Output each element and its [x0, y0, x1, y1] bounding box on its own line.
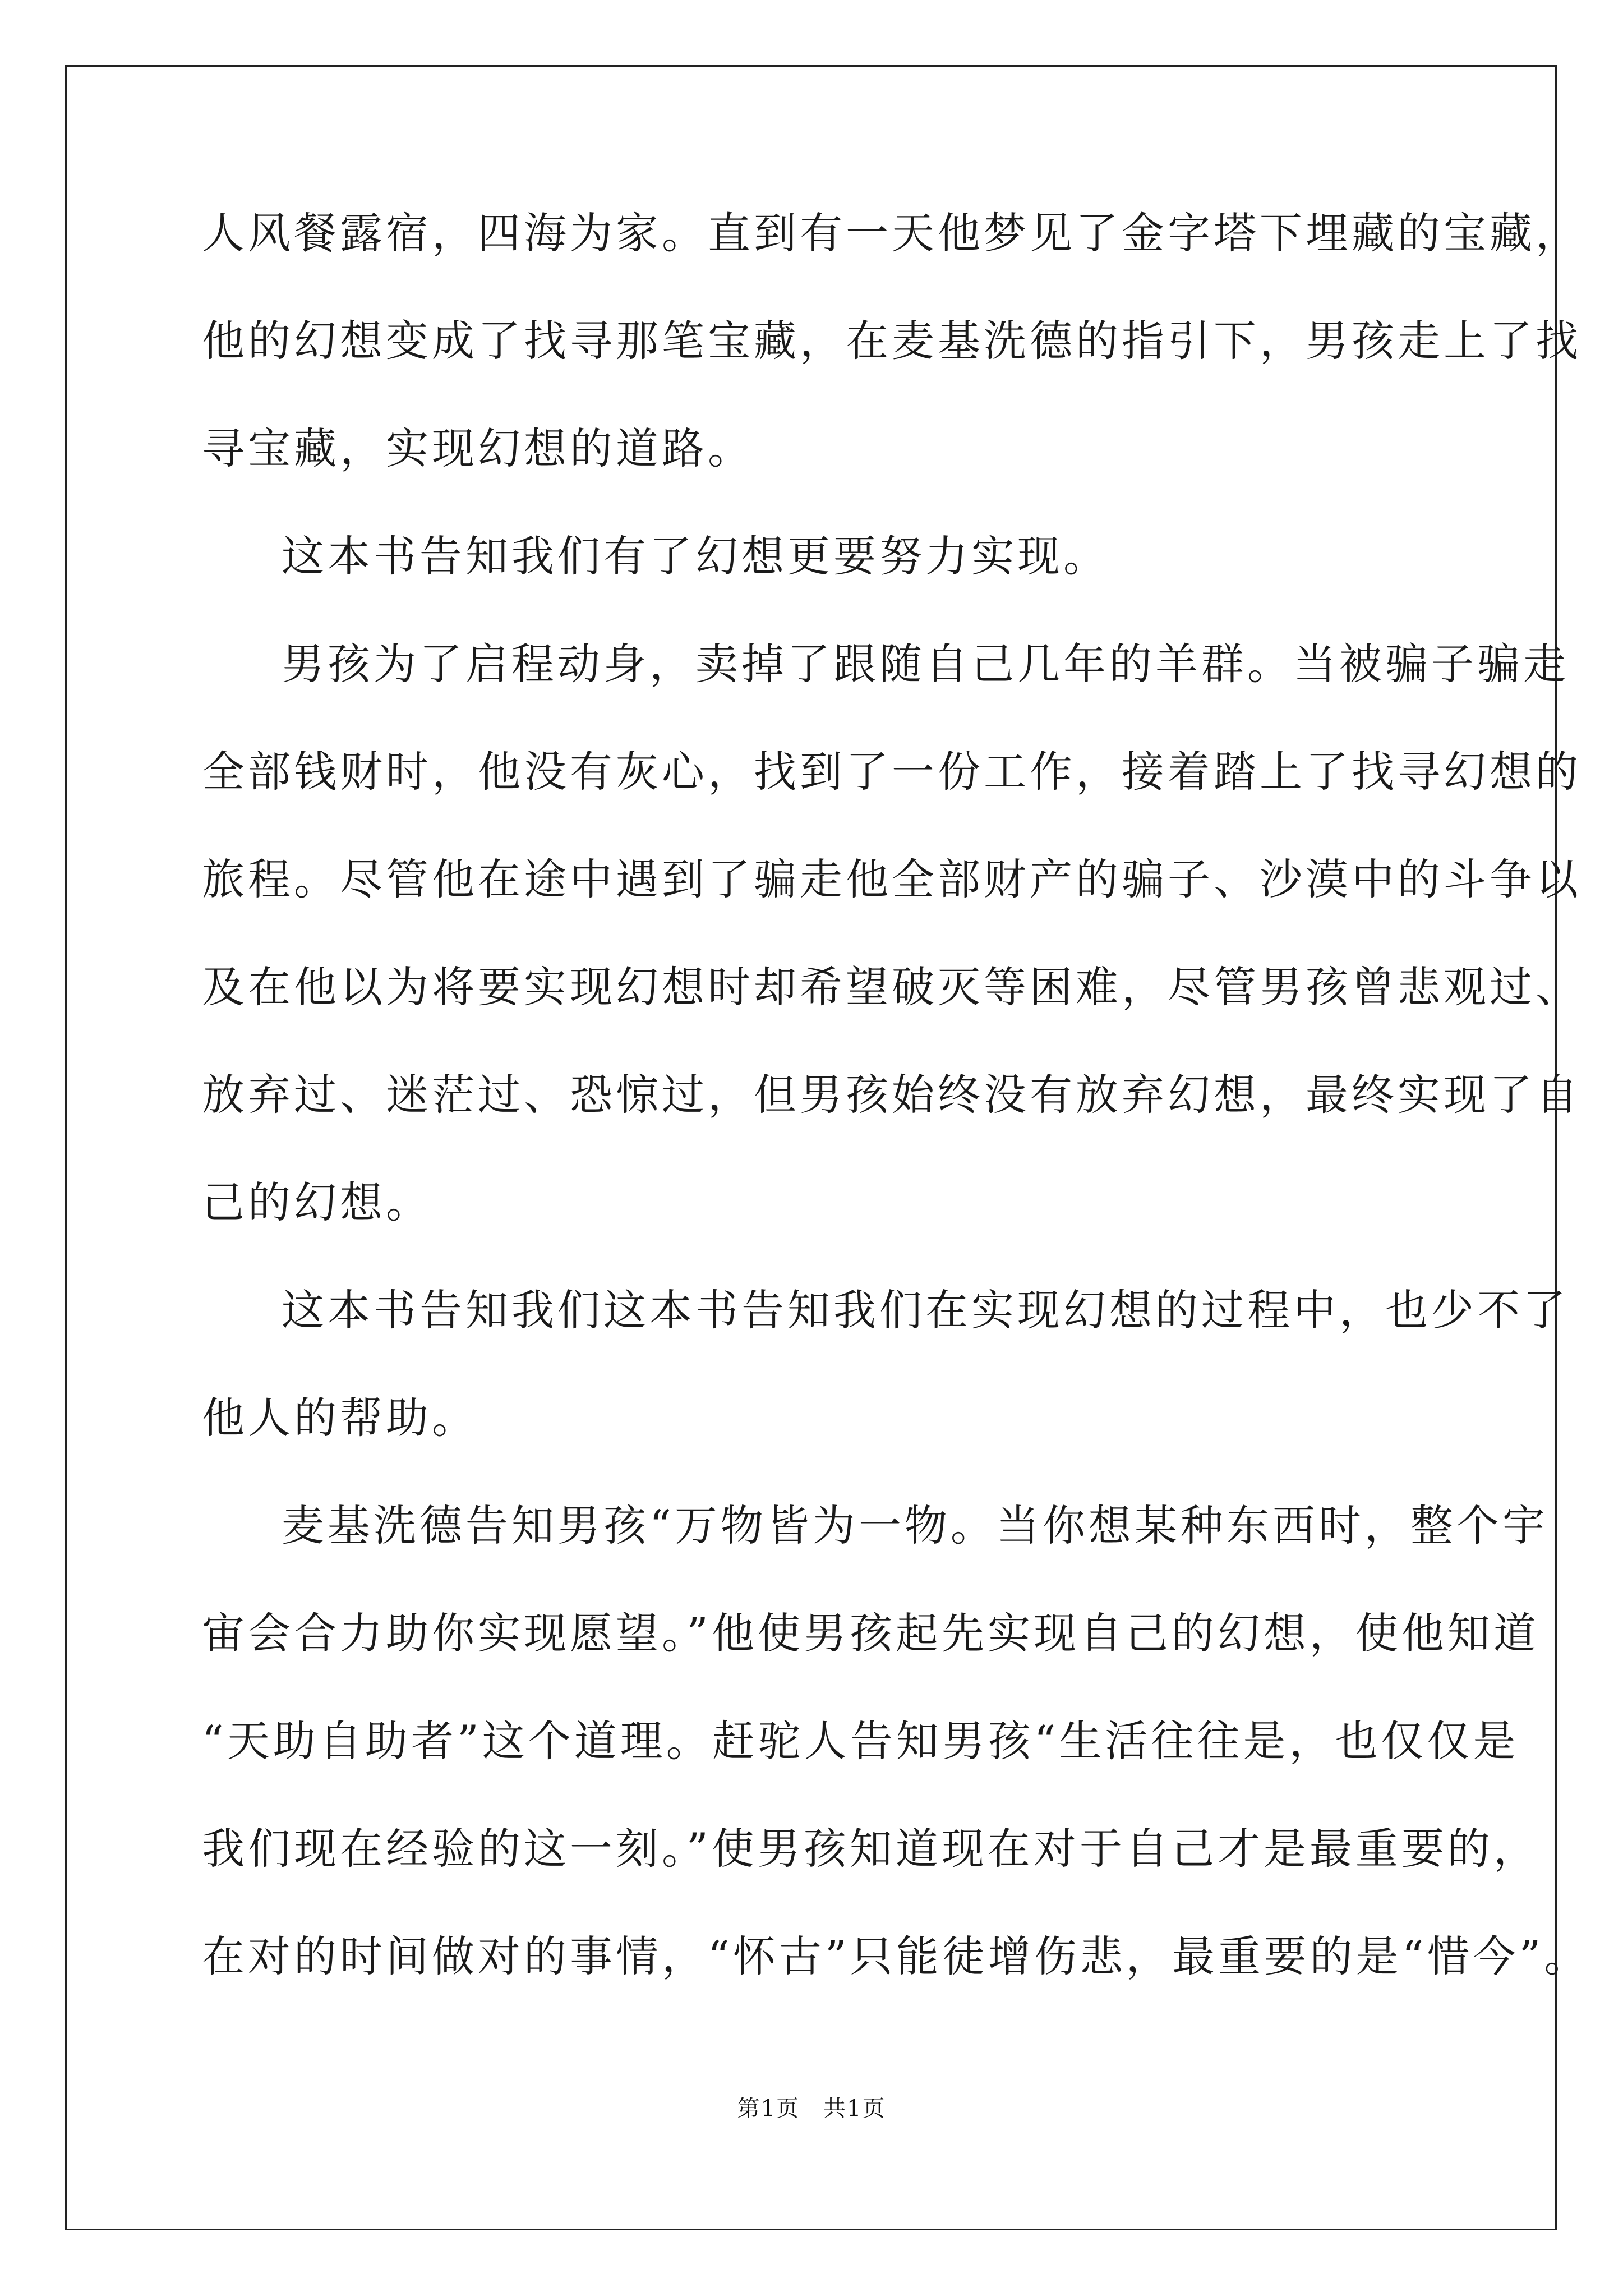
page-footer: [0, 2095, 1623, 2123]
document-body: [202, 208, 1590, 2039]
text-line-2: 他的幻想变成了找寻那笔宝藏，在麦基洗德的指引下，男孩走上了找: [202, 316, 1581, 366]
text-line-9: 放弃过、迷茫过、恐惊过，但男孩始终没有放弃幻想，最终实现了自: [202, 1070, 1581, 1120]
text-line-1: 人风餐露宿，四海为家。直到有一天他梦见了金字塔下埋藏的宝藏，: [202, 208, 1581, 258]
text-line-14: 宙会合力助你实现愿望。”他使男孩起先实现自己的幻想，使他知道: [202, 1608, 1539, 1658]
text-line-15: “天助自助者”这个道理。赶驼人告知男孩“生活往往是，也仅仅是: [202, 1716, 1519, 1766]
text-line-8: 及在他以为将要实现幻想时却希望破灭等困难，尽管男孩曾悲观过、: [202, 962, 1581, 1012]
text-line-17: 在对的时间做对的事情，“怀古”只能徒增伤悲，最重要的是“惜今”。: [202, 1931, 1590, 1981]
page-total: 共1页: [823, 2096, 886, 2122]
text-line-4: 这本书告知我们有了幻想更要努力实现。: [282, 531, 1109, 581]
text-line-6: 全部钱财时，他没有灰心，找到了一份工作，接着踏上了找寻幻想的: [202, 747, 1581, 797]
page-number: 第1页: [737, 2096, 800, 2122]
text-line-3: 寻宝藏，实现幻想的道路。: [202, 424, 754, 473]
text-line-11: 这本书告知我们这本书告知我们在实现幻想的过程中，也少不了: [282, 1285, 1569, 1335]
text-line-16: 我们现在经验的这一刻。”使男孩知道现在对于自己才是最重要的，: [202, 1824, 1539, 1874]
text-line-5: 男孩为了启程动身，卖掉了跟随自己几年的羊群。当被骗子骗走: [282, 639, 1569, 689]
text-line-12: 他人的帮助。: [202, 1393, 478, 1443]
text-line-7: 旅程。尽管他在途中遇到了骗走他全部财产的骗子、沙漠中的斗争以: [202, 854, 1581, 904]
text-line-10: 己的幻想。: [202, 1177, 432, 1227]
text-line-13: 麦基洗德告知男孩“万物皆为一物。当你想某种东西时，整个宇: [282, 1501, 1548, 1550]
